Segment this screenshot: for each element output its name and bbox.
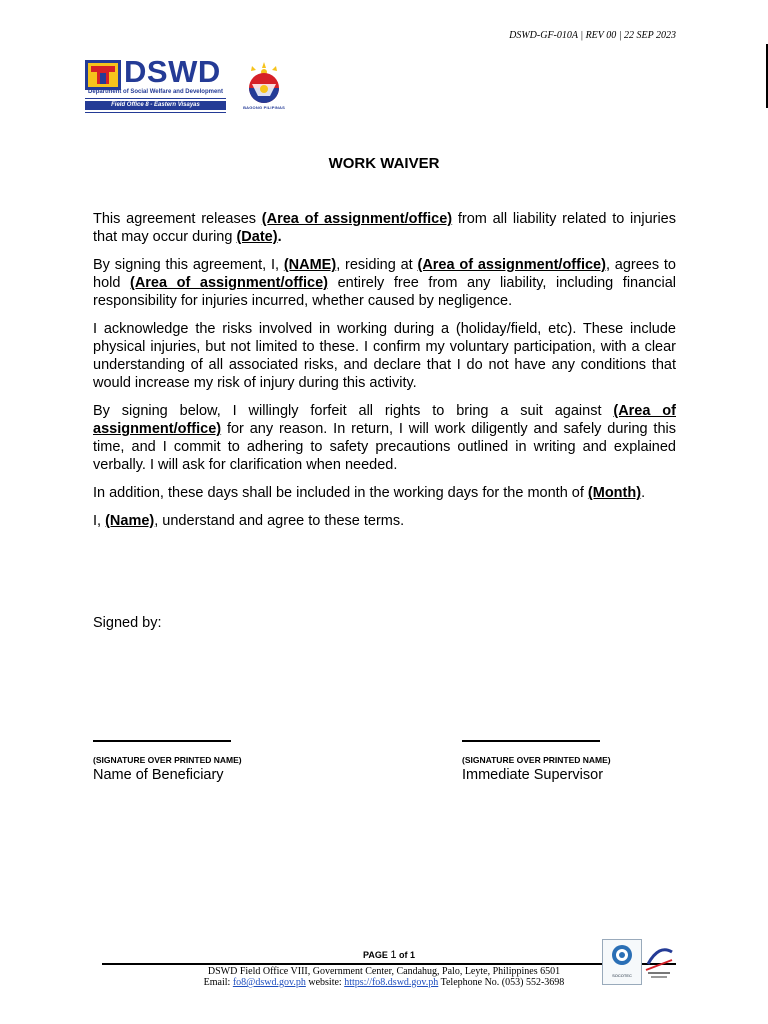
text: , understand and agree to these terms. [154, 513, 405, 529]
text: I, [93, 513, 106, 529]
paragraph-consent [93, 512, 676, 530]
placeholder-area: (Area of assignment/office) [417, 257, 606, 273]
seal-caption: BAGONG PILIPINAS [243, 105, 285, 110]
email-link[interactable]: fo8@dswd.gov.ph [232, 977, 306, 988]
placeholder-area: (Area of assignment/office) [129, 275, 328, 291]
placeholder-name: (Name) [105, 513, 155, 529]
text: PAGE [363, 950, 391, 960]
bagong-pilipinas-seal [236, 60, 292, 114]
text: This agreement releases [93, 211, 262, 227]
certification-label: SOCOTEC [612, 973, 632, 978]
placeholder-name: (NAME) [283, 257, 337, 273]
text: . [277, 229, 282, 245]
document-title: WORK WAIVER [328, 155, 440, 172]
placeholder-month: (Month) [587, 485, 642, 501]
logo-department: Department of Social Welfare and Development [88, 89, 223, 95]
text: In addition, these days shall be included in the working days for the month of [93, 485, 588, 501]
text: , agrees to hold [93, 257, 677, 291]
dswd-emblem-icon [85, 60, 121, 90]
document-code: DSWD-GF-010A | REV 00 | 22 SEP 2023 [509, 30, 676, 41]
text: , residing at [336, 257, 418, 273]
paragraph-agreement [93, 256, 676, 310]
signature-role: Name of Beneficiary [93, 766, 224, 783]
waiver-body [93, 210, 676, 540]
text: Telephone No. (053) 552-3698 [438, 977, 565, 988]
placeholder-area: (Area of assignment/office) [261, 211, 453, 227]
text: By signing below, I willingly forfeit all rights to bring a suit against [93, 403, 614, 419]
logo-divider [85, 98, 226, 99]
signature-line [93, 740, 231, 742]
signature-caption: (SIGNATURE OVER PRINTED NAME) [462, 754, 611, 765]
paragraph-forfeit [93, 402, 676, 474]
logo-field-office: Field Office 8 - Eastern Visayas [85, 101, 226, 110]
seal-emblem-icon [236, 60, 292, 106]
website-link[interactable]: https://fo8.dswd.gov.ph [344, 977, 439, 988]
iso-certification-badge [602, 939, 642, 985]
text: . [641, 485, 646, 501]
footer-address: DSWD Field Office VIII, Government Center, Candahug, Palo, Leyte, Philippines 6501 [207, 966, 561, 977]
text: Email: [203, 977, 233, 988]
paragraph-release [93, 210, 676, 246]
text: for any reason. In return, I will work diligently and safely during this time, and I commit to adhering to safety precautions outlined in writing and explained verbally. I will ask for clarification when needed. [93, 421, 676, 473]
text: website: [305, 977, 345, 988]
dswd-logo [85, 54, 230, 116]
logo-wordmark: DSWD [124, 54, 221, 89]
accreditation-icon [642, 942, 676, 982]
text: of 1 [396, 950, 415, 960]
signature-caption: (SIGNATURE OVER PRINTED NAME) [93, 754, 242, 765]
logo-divider [85, 112, 226, 113]
text: entirely free from any liability, including financial responsibility for injuries incurred, whether caused by negligence. [93, 275, 676, 309]
text: By signing this agreement, I, [93, 257, 284, 273]
signature-block-beneficiary [93, 740, 343, 783]
footer-divider [102, 963, 676, 965]
signed-by-label: Signed by: [93, 615, 162, 631]
signature-role: Immediate Supervisor [462, 766, 604, 783]
placeholder-area: (Area of assignment/office) [93, 403, 676, 437]
placeholder-date: (Date) [236, 229, 278, 245]
paragraph-working-days [93, 484, 676, 502]
text: from all liability related to injuries that may occur during [93, 211, 676, 245]
text: 1 [390, 949, 397, 961]
signature-block-supervisor [462, 740, 712, 783]
signature-line [462, 740, 600, 742]
certification-icon [603, 940, 641, 970]
paragraph-acknowledge: I acknowledge the risks involved in working during a (holiday/field, etc). These include physical injuries, but not limited to these. I confirm my voluntary participation, with a clear understanding of all associated risks, and declare that I do not have any conditions that would increase my risk of injury during this activity. [93, 321, 676, 391]
